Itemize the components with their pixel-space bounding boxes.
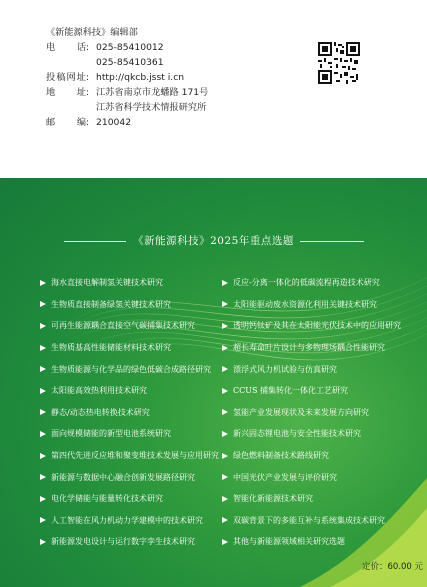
triangle-bullet-icon xyxy=(40,301,46,307)
address-line-1: 江苏省南京市龙蟠路 171号 xyxy=(96,87,209,98)
topic-item: 电化学储能与能量转化技术研究 xyxy=(40,488,219,510)
phone-number-2: 025-85410361 xyxy=(96,57,164,68)
topic-item: 太阳能驱动废水资源化利用关键技术研究 xyxy=(222,294,401,316)
address-label: 地 址 xyxy=(46,87,86,98)
topic-item: 生物质直接制备绿氢关键技术研究 xyxy=(40,294,219,316)
topic-item: 双碳背景下的多能互补与系统集成技术研究 xyxy=(222,510,401,532)
phone-row-1: 电 话 : 025-85410012 xyxy=(46,42,164,53)
heading-rule-right xyxy=(300,241,364,242)
triangle-bullet-icon xyxy=(222,409,228,415)
triangle-bullet-icon xyxy=(40,280,46,286)
topics-heading-text: 《新能源科技》2025年重点选题 xyxy=(133,235,294,247)
triangle-bullet-icon xyxy=(222,388,228,394)
topic-item: 新能源发电设计与运行数字孪生技术研究 xyxy=(40,531,219,553)
triangle-bullet-icon xyxy=(222,517,228,523)
topic-item: CCUS 捕集转化一体化工艺研究 xyxy=(222,380,401,402)
topic-item: 反应-分离一体化的低碳流程再造技术研究 xyxy=(222,272,401,294)
price-label: 定价：60.00 元 xyxy=(362,562,424,572)
triangle-bullet-icon xyxy=(222,453,228,459)
website-url[interactable]: http://qkcb.jsst i.cn xyxy=(96,72,185,83)
address-row-1: 地 址 : 江苏省南京市龙蟠路 171号 xyxy=(46,87,209,98)
topic-item: 新能源与数据中心融合创新发展路径研究 xyxy=(40,466,219,488)
triangle-bullet-icon xyxy=(40,409,46,415)
triangle-bullet-icon xyxy=(40,388,46,394)
triangle-bullet-icon xyxy=(222,301,228,307)
topics-list-left xyxy=(40,272,219,553)
triangle-bullet-icon xyxy=(40,474,46,480)
triangle-bullet-icon xyxy=(222,345,228,351)
triangle-bullet-icon xyxy=(222,366,228,372)
triangle-bullet-icon xyxy=(222,474,228,480)
topic-item: 超长寿命叶片设计与多物理场耦合性能研究 xyxy=(222,337,401,359)
website-label: 投 稿 网 址 xyxy=(46,72,86,83)
topic-item: 生物质基高性能储能材料技术研究 xyxy=(40,337,219,359)
contact-block xyxy=(46,25,208,130)
topic-item: 智能化新能源技术研究 xyxy=(222,488,401,510)
triangle-bullet-icon xyxy=(40,539,46,545)
address-row-2 xyxy=(46,100,208,115)
topics-heading xyxy=(0,231,427,251)
website-row: 投 稿 网 址 : http://qkcb.jsst i.cn xyxy=(46,72,185,83)
topic-item: 第四代先进反应堆和聚变堆技术发展与应用研究 xyxy=(40,445,219,467)
phone-row-2 xyxy=(46,55,208,70)
triangle-bullet-icon xyxy=(40,496,46,502)
triangle-bullet-icon xyxy=(40,345,46,351)
topic-item: 静态/动态热电转换技术研究 xyxy=(40,402,219,424)
topics-list-right xyxy=(222,272,401,553)
phone-number-1: 025-85410012 xyxy=(96,42,164,53)
address-line-2: 江苏省科学技术情报研究所 xyxy=(96,102,207,113)
topic-item: 面向规模储能的新型电池系统研究 xyxy=(40,423,219,445)
triangle-bullet-icon xyxy=(40,453,46,459)
topic-item: 其他与新能源领域相关研究选题 xyxy=(222,531,401,553)
topic-item: 绿色燃料制备技术路线研究 xyxy=(222,445,401,467)
triangle-bullet-icon xyxy=(40,366,46,372)
triangle-bullet-icon xyxy=(222,539,228,545)
phone-label: 电 话 xyxy=(46,42,86,53)
topic-item: 中国光伏产业发展与评价研究 xyxy=(222,466,401,488)
topic-item: 太阳能高效热利用技术研究 xyxy=(40,380,219,402)
triangle-bullet-icon xyxy=(222,431,228,437)
topic-item: 氢能产业发展现状及未来发展方向研究 xyxy=(222,402,401,424)
triangle-bullet-icon xyxy=(222,323,228,329)
topic-item: 可再生能源耦合直接空气碳捕集技术研究 xyxy=(40,315,219,337)
triangle-bullet-icon xyxy=(222,496,228,502)
topic-item: 生物质能源与化学品的绿色低碳合成路径研究 xyxy=(40,358,219,380)
postcode-value: 210042 xyxy=(96,117,132,128)
topic-item: 透明钙钛矿及其在太阳能光伏技术中的应用研究 xyxy=(222,315,401,337)
topic-item: 漂浮式风力机试验与仿真研究 xyxy=(222,358,401,380)
topic-item: 海水直接电解制氢关键技术研究 xyxy=(40,272,219,294)
triangle-bullet-icon xyxy=(40,431,46,437)
postcode-label: 邮 编 xyxy=(46,117,86,128)
topic-item: 新兴固态锂电池与安全性能技术研究 xyxy=(222,423,401,445)
editorial-office-title: 《新能源科技》编辑部 xyxy=(46,27,138,38)
topic-item: 人工智能在风力机动力学建模中的技术研究 xyxy=(40,510,219,532)
triangle-bullet-icon xyxy=(40,323,46,329)
masthead-area xyxy=(0,0,427,178)
postcode-row: 邮 编 : 210042 xyxy=(46,117,132,128)
qr-code-icon[interactable] xyxy=(318,42,360,84)
triangle-bullet-icon xyxy=(222,280,228,286)
triangle-bullet-icon xyxy=(40,517,46,523)
